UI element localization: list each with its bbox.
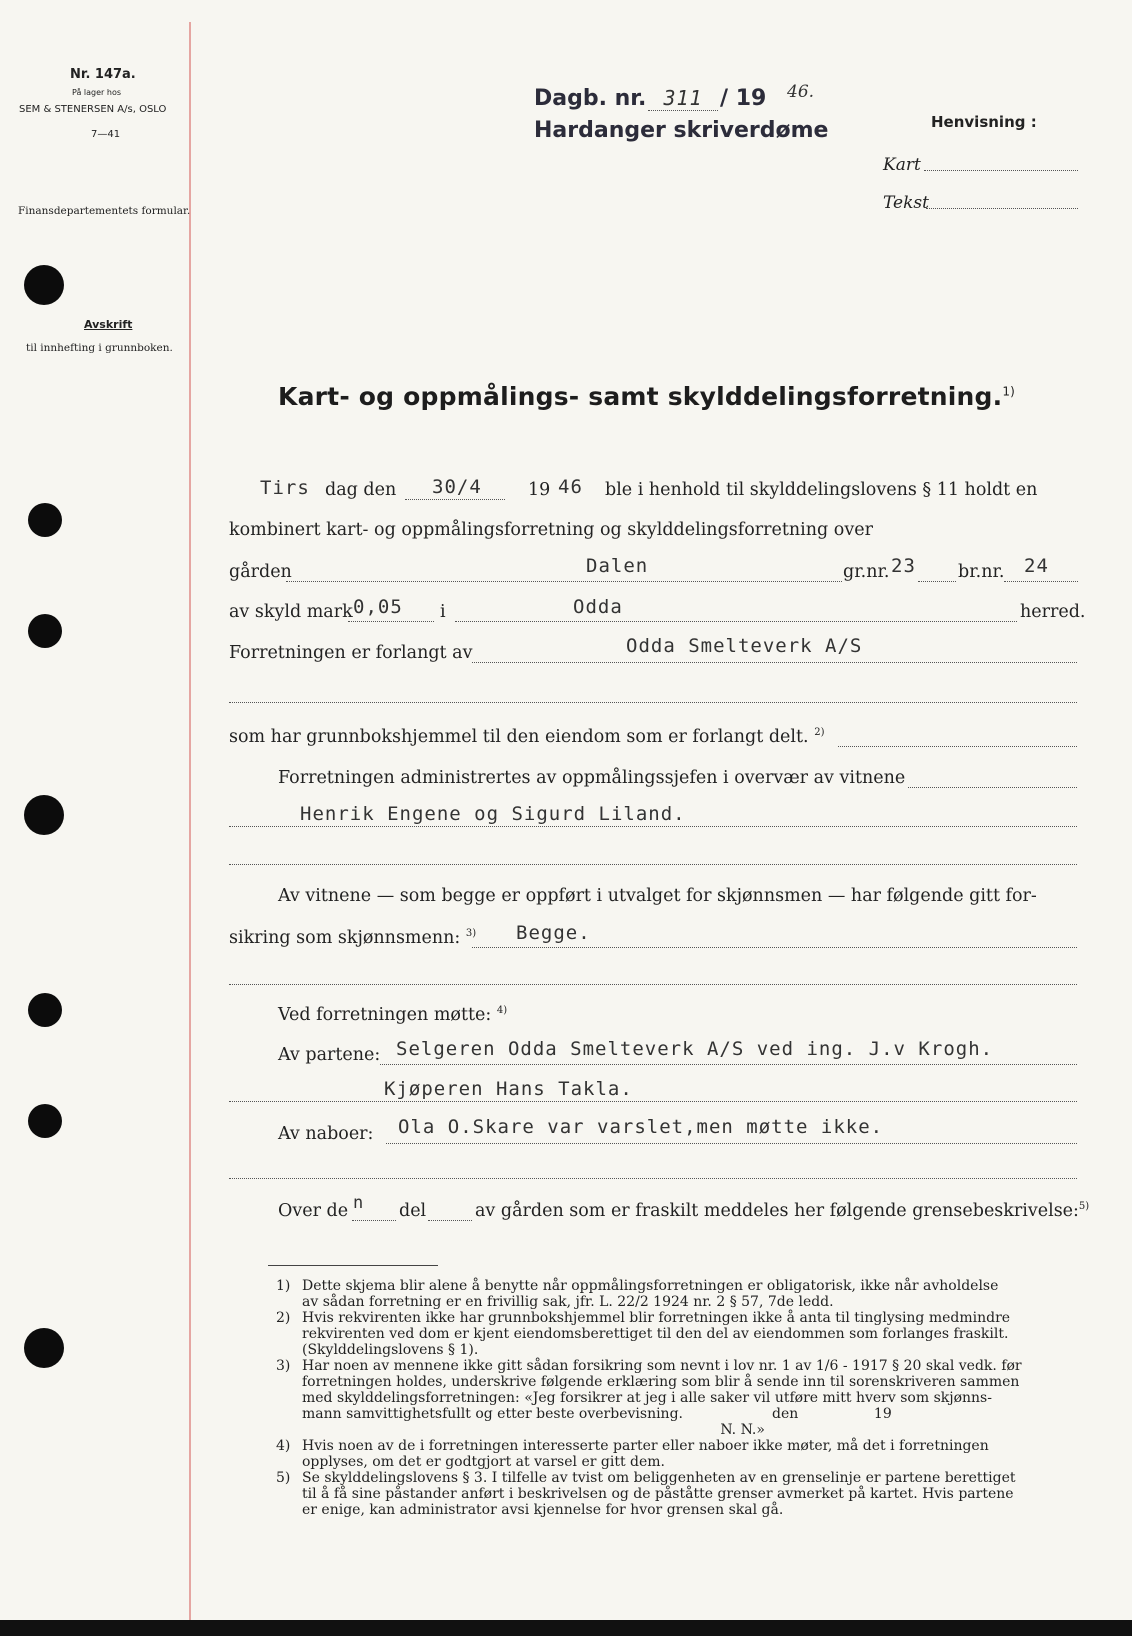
- journal-label: Dagb. nr.: [534, 86, 647, 111]
- parties-fill-2: Kjøperen Hans Takla.: [384, 1078, 633, 1100]
- neighbours-fill: Ola O.Skare var varslet,men møtte ikke.: [398, 1116, 884, 1138]
- footnote-line: mann samvittighetsfullt og etter beste overbevisning. den 19: [302, 1406, 892, 1422]
- footnote-line: med skylddelingsforretningen: «Jeg forsikrer at jeg i alle saker vil utføre mitt hverv som skjønns-: [302, 1390, 992, 1406]
- footnote-mark: 2): [276, 1310, 291, 1326]
- witness-text: Forretningen administrertes av oppmålingssjefen i overvær av vitnene: [278, 768, 906, 788]
- text-label: Tekst: [883, 193, 929, 213]
- journal-number: 311: [648, 86, 718, 111]
- weekday-fill: Tirs: [260, 477, 310, 499]
- neighbours-label: Av naboer:: [278, 1124, 374, 1144]
- punch-hole-2: [28, 503, 62, 537]
- requested-fill: Odda Smelteverk A/S: [626, 635, 863, 657]
- brnr-fill: 24: [1024, 555, 1049, 577]
- footnote-line: Dette skjema blir alene å benytte når oppmålingsforretningen er obligatorisk, ikke når avholdelse: [302, 1278, 999, 1294]
- footnote-line: forretningen holdes, underskrive følgende erklæring som blir å sende inn til sorenskriveren sammen: [302, 1374, 1020, 1390]
- in-label: i: [440, 602, 446, 622]
- district-label: herred.: [1020, 602, 1086, 622]
- footnote-5: [276, 1470, 1081, 1518]
- footnote-line: N. N.»: [302, 1422, 765, 1438]
- punch-hole-6: [28, 1104, 62, 1138]
- footnote-line: av sådan forretning er en frivillig sak, jfr. L. 22/2 1924 nr. 2 § 57, 7de ledd.: [302, 1294, 834, 1310]
- form-number: Nr. 147a.: [70, 67, 136, 82]
- map-ref-line: [924, 152, 1078, 171]
- line2-text: kombinert kart- og oppmålingsforretning og skylddelingsforretning over: [229, 520, 873, 540]
- grnr-label: gr.nr.: [843, 562, 890, 582]
- copy-note: til innhefting i grunnboken.: [26, 342, 173, 354]
- printer-line-2: SEM & STENERSEN A/s, OSLO: [19, 104, 167, 115]
- footnote-mark: 5): [276, 1470, 291, 1486]
- witness-line-3: [229, 842, 1077, 865]
- footnote-line: opplyses, om det er godtgjort at varsel er gitt dem.: [302, 1454, 665, 1470]
- journal-year-prefix: / 19: [720, 86, 767, 111]
- margin-rule: [189, 22, 191, 1636]
- farm-line: [286, 559, 842, 582]
- punch-hole-1: [24, 265, 64, 305]
- del-label: del: [399, 1201, 427, 1221]
- footnote-mark: 4): [276, 1438, 291, 1454]
- tax-label: av skyld mark: [229, 602, 353, 622]
- footnote-line: er enige, kan administrator avsi kjennelse for hvor grensen skal gå.: [302, 1502, 784, 1518]
- farm-label: gården: [229, 562, 292, 582]
- municipality-line: [455, 599, 1017, 622]
- boundary-text: av gården som er fraskilt meddeles her følgende grensebeskrivelse:$^{5)}$: [475, 1201, 1090, 1221]
- footnote-line: Se skylddelingslovens § 3. I tilfelle av tvist om beliggenheten av en grenselinje er partene berettiget: [302, 1470, 1016, 1486]
- over-label: Over de: [278, 1201, 349, 1221]
- grnr-line: [918, 559, 956, 582]
- parties-fill-1: Selgeren Odda Smelteverk A/S ved ing. J.v Krogh.: [396, 1038, 994, 1060]
- parties-label: Av partene:: [278, 1045, 381, 1065]
- footnote-mark: 3): [276, 1358, 291, 1374]
- punch-hole-5: [28, 993, 62, 1027]
- farm-fill: Dalen: [586, 555, 649, 577]
- punch-hole-3: [28, 614, 62, 648]
- reference-label: Henvisning :: [931, 113, 1037, 131]
- date-fill: 30/4: [432, 476, 482, 498]
- footnote-line: Hvis noen av de i forretningen interesserte parter eller naboer ikke møter, må det i forretningen: [302, 1438, 989, 1454]
- witness-line-2: [229, 804, 1077, 827]
- assessor-text-2: sikring som skjønnsmenn: $^{3)}$: [229, 928, 477, 948]
- footnote-line: rekvirenten ved dom er kjent eiendomsberettiget til den del av eiendommen som forlanges fraskilt.: [302, 1326, 1009, 1342]
- footnote-rule: [268, 1265, 438, 1266]
- footnotes: [276, 1278, 1081, 1518]
- del-line: [428, 1198, 472, 1221]
- assessor-line-2: [229, 962, 1077, 985]
- document-title: Kart- og oppmålings- samt skylddelingsforretning.$^{1)}$: [278, 382, 1016, 411]
- requested-label: Forretningen er forlangt av: [229, 643, 473, 663]
- weekday-suffix: dag den: [325, 480, 397, 500]
- municipality-fill: Odda: [573, 596, 623, 618]
- witness-line: [908, 765, 1077, 788]
- year-prefix: 19: [528, 480, 551, 500]
- over-fill: n: [353, 1193, 365, 1213]
- met-label: Ved forretningen møtte: $^{4)}$: [278, 1005, 508, 1025]
- grnr-fill: 23: [891, 555, 916, 577]
- form-source: Finansdepartementets formular.: [18, 205, 191, 217]
- date-code: 7—41: [91, 129, 121, 140]
- witness-fill: Henrik Engene og Sigurd Liland.: [300, 803, 686, 825]
- footnote-2: [276, 1310, 1081, 1358]
- line1-text: ble i henhold til skylddelingslovens § 11 holdt en: [605, 480, 1038, 500]
- journal-year-suffix: 46.: [787, 82, 815, 102]
- footnote-1: [276, 1278, 1081, 1310]
- punch-hole-7: [24, 1328, 64, 1368]
- scan-edge: [0, 1620, 1132, 1636]
- footnote-line: (Skylddelingslovens § 1).: [302, 1342, 479, 1358]
- text-ref-line: [926, 190, 1078, 209]
- court-stamp: Hardanger skriverdøme: [534, 118, 829, 143]
- assessor-text-1: Av vitnene — som begge er oppført i utvalget for skjønnsmen — har følgende gitt for-: [278, 886, 1037, 906]
- footnote-3: [276, 1358, 1081, 1438]
- printer-line-1: På lager hos: [72, 88, 121, 97]
- brnr-label: br.nr.: [958, 562, 1005, 582]
- parties-line-2: [229, 1079, 1077, 1102]
- punch-hole-4: [24, 795, 64, 835]
- footnote-line: Hvis rekvirenten ikke har grunnbokshjemmel blir forretningen ikke å anta til tinglysing medmindre: [302, 1310, 1011, 1326]
- requested-line-2: [229, 680, 1077, 703]
- year-fill: 46: [558, 476, 583, 498]
- footnote-mark: 1): [276, 1278, 291, 1294]
- copy-label: Avskrift: [84, 318, 133, 331]
- assessor-fill: Begge.: [516, 922, 591, 944]
- footnote-line: til å få sine påstander anført i beskrivelsen og de påståtte grenser avmerket på kartet. Hvis partene: [302, 1486, 1014, 1502]
- title-deed-line: [838, 724, 1077, 747]
- neighbours-line-2: [229, 1156, 1077, 1179]
- title-deed-text: som har grunnbokshjemmel til den eiendom som er forlangt delt. $^{2)}$: [229, 727, 825, 747]
- tax-fill: 0,05: [353, 596, 403, 618]
- footnote-line: Har noen av mennene ikke gitt sådan forsikring som nevnt i lov nr. 1 av 1/6 - 1917 § 20 skal vedk. før: [302, 1358, 1022, 1374]
- over-line: [352, 1198, 396, 1221]
- map-label: Kart: [883, 155, 921, 175]
- footnote-4: [276, 1438, 1081, 1470]
